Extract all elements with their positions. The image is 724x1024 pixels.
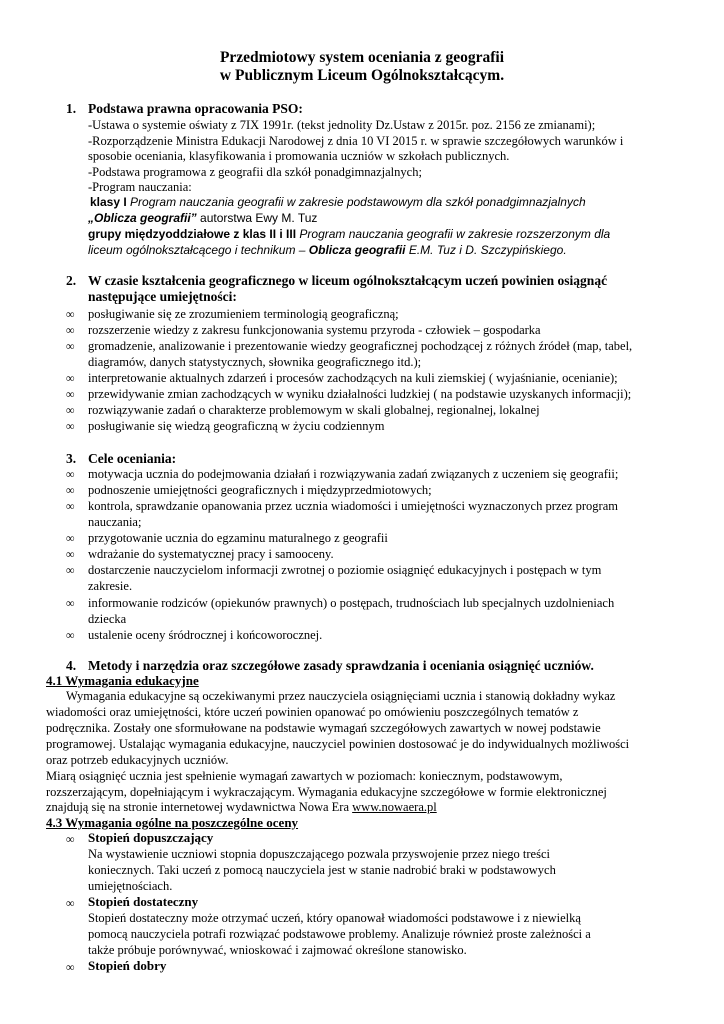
section3-number: 3.	[66, 451, 77, 466]
list-item: kontrola, sprawdzanie opanowania przez ucznia wiadomości i umiejętności wyznaczonych przez program	[88, 499, 618, 513]
grade-line: Stopień dostateczny może otrzymać uczeń, który opanował wiadomości podstawowe i z niewielką	[88, 911, 581, 925]
infinity-bullet-icon: ∞	[66, 467, 75, 481]
paragraph-line: wiadomości oraz umiejętności, które uczeń powinien opanować po omówieniu poszczególnych tematów z	[46, 705, 579, 719]
infinity-bullet-icon: ∞	[66, 483, 75, 497]
program-extended-authors: E.M. Tuz i D. Szczypińskiego.	[408, 243, 567, 257]
section2-title: W czasie kształcenia geograficznego w liceum ogólnokształcącym uczeń powinien osiągnąć	[88, 273, 608, 288]
list-item: rozszerzenie wiedzy z zakresu funkcjonowania systemu przyroda - człowiek – gospodarka	[88, 323, 541, 337]
section1-number: 1.	[66, 101, 77, 116]
infinity-bullet-icon: ∞	[66, 339, 75, 353]
section1-line: -Podstawa programowa z geografii dla szkół ponadgimnazjalnych;	[88, 165, 422, 179]
list-item: przygotowanie ucznia do egzaminu maturalnego z geografii	[88, 531, 388, 545]
program-class-label: klasy I	[90, 195, 127, 209]
section4-number: 4.	[66, 658, 77, 673]
section1-line: sposobie oceniania, klasyfikowania i promowania uczniów w szkołach publicznych.	[88, 149, 510, 163]
list-item: posługiwanie się wiedzą geograficzną w życiu codziennym	[88, 419, 385, 433]
list-item: dostarczenie nauczycielom informacji zwrotnej o poziomie osiągnięć edukacyjnych i postępach w tym	[88, 563, 602, 577]
section2-number: 2.	[66, 273, 77, 288]
program-title: Program nauczania geografii w zakresie podstawowym dla szkół ponadgimnazjalnych	[130, 195, 586, 209]
list-item: motywacja ucznia do podejmowania działań i rozwiązywania zadań związanych z uczeniem się geografii;	[88, 467, 619, 481]
section3-title: Cele oceniania:	[88, 451, 177, 466]
list-item: interpretowanie aktualnych zdarzeń i procesów zachodzących na kuli ziemskiej ( wyjaśnianie, ocenianie);	[88, 371, 618, 385]
program-line-3	[88, 226, 708, 242]
infinity-bullet-icon: ∞	[66, 960, 75, 974]
infinity-bullet-icon: ∞	[66, 419, 75, 433]
grade-title: Stopień dobry	[88, 958, 167, 973]
grade-line: koniecznych. Taki uczeń z pomocą nauczyciela jest w stanie nadrobić braki w podstawowych	[88, 863, 556, 877]
program-extended-title-cont: liceum ogólnokształcącego i technikum –	[88, 243, 306, 257]
list-item: posługiwanie się ze zrozumieniem terminologią geograficzną;	[88, 307, 399, 321]
infinity-bullet-icon: ∞	[66, 403, 75, 417]
grade-line: pomocą nauczyciela potrafi rozwiązać podstawowe problemy. Analizuje również proste zależności a	[88, 927, 591, 941]
program-extended-title: Program nauczania geografii w zakresie rozszerzonym dla	[299, 227, 611, 241]
paragraph-text: znajdują się na stronie internetowej wydawnictwa Nowa Era	[46, 800, 350, 814]
list-item: przewidywanie zmian zachodzących w wyniku działalności ludzkiej ( na podstawie uzyskanych informacji);	[88, 387, 632, 401]
paragraph-line: rozszerzającym, dopełniającym i wykraczającym. Wymagania edukacyjne szczegółowe w formie elektronicznej	[46, 785, 607, 799]
list-item-cont: nauczania;	[88, 515, 142, 529]
section1-line: -Ustawa o systemie oświaty z 7IX 1991r. (tekst jednolity Dz.Ustaw z 2015r. poz. 2156 ze zmianami);	[88, 118, 596, 132]
infinity-bullet-icon: ∞	[66, 628, 75, 642]
list-item-cont: zakresie.	[88, 579, 133, 593]
paragraph-line: programowej. Ustalając wymagania edukacyjne, nauczyciel powinien dostosować je do indywidualnych możliwości	[46, 737, 630, 751]
section1-title: Podstawa prawna opracowania PSO:	[88, 101, 303, 116]
infinity-bullet-icon: ∞	[66, 371, 75, 385]
infinity-bullet-icon: ∞	[66, 531, 75, 545]
list-item: ustalenie oceny śródrocznej i końcoworocznej.	[88, 628, 323, 642]
list-item: podnoszenie umiejętności geograficznych i międzyprzedmiotowych;	[88, 483, 432, 497]
paragraph-line: Miarą osiągnięć ucznia jest spełnienie wymagań zawartych w poziomach: koniecznym, podstawowym,	[46, 769, 563, 783]
program-group-label: grupy międzyoddziałowe z klas II i III	[88, 227, 297, 241]
infinity-bullet-icon: ∞	[66, 832, 75, 846]
section2-title-cont: następujące umiejętności:	[88, 289, 237, 304]
paragraph-line: Wymagania edukacyjne są oczekiwanymi przez nauczyciela osiągnięciami ucznia i stanowią dokładny wykaz	[66, 689, 616, 703]
paragraph-line: oraz potrzeb edukacyjnych uczniów.	[46, 753, 229, 767]
paragraph-line: podręcznika. Zostały one sformułowane na podstawie wymagań szczegółowych zawartych w nowej podstawie	[46, 721, 601, 735]
program-line-4	[88, 242, 708, 258]
grade-line: Na wystawienie uczniowi stopnia dopuszczającego pozwala przyswojenie przez niego treści	[88, 847, 550, 861]
list-item: rozwiązywanie zadań o charakterze problemowym w skali globalnej, regionalnej, lokalnej	[88, 403, 540, 417]
grade-line: umiejętnościach.	[88, 879, 173, 893]
section1-line: -Rozporządzenie Ministra Edukacji Narodowej z dnia 10 VI 2015 r. w sprawie szczegółowych warunków i	[88, 134, 624, 148]
infinity-bullet-icon: ∞	[66, 563, 75, 577]
subsection-4-1-title: 4.1 Wymagania edukacyjne	[46, 673, 199, 688]
infinity-bullet-icon: ∞	[66, 596, 75, 610]
list-item-cont: diagramów, danych statystycznych, słownika geograficznego itd.);	[88, 355, 422, 369]
infinity-bullet-icon: ∞	[66, 896, 75, 910]
program-line-2	[88, 210, 708, 226]
program-name: „Oblicza geografii”	[88, 211, 197, 225]
program-extended-name: Oblicza geografii	[308, 243, 406, 257]
document-title-line2: w Publicznym Liceum Ogólnokształcącym.	[219, 67, 505, 84]
list-item: wdrażanie do systematycznej pracy i samooceny.	[88, 547, 334, 561]
list-item: gromadzenie, analizowanie i prezentowanie wiedzy geograficznej pochodzącej z różnych źródeł (map, tabel,	[88, 339, 633, 353]
program-line-1	[90, 194, 710, 210]
list-item-cont: dziecka	[88, 612, 127, 626]
paragraph-line-with-link	[46, 799, 708, 815]
document-title-line1: Przedmiotowy system oceniania z geografii	[219, 49, 505, 66]
subsection-4-3-title: 4.3 Wymagania ogólne na poszczególne oceny	[46, 815, 299, 830]
grade-title: Stopień dopuszczający	[88, 830, 214, 845]
section4-title: Metody i narzędzia oraz szczegółowe zasady sprawdzania i oceniania osiągnięć uczniów.	[88, 658, 594, 673]
program-author: autorstwa Ewy M. Tuz	[200, 211, 318, 225]
infinity-bullet-icon: ∞	[66, 547, 75, 561]
infinity-bullet-icon: ∞	[66, 307, 75, 321]
section1-line: -Program nauczania:	[88, 180, 192, 194]
infinity-bullet-icon: ∞	[66, 499, 75, 513]
infinity-bullet-icon: ∞	[66, 323, 75, 337]
grade-line: także próbuje porównywać, wnioskować i zajmować określone stanowisko.	[88, 943, 467, 957]
grade-title: Stopień dostateczny	[88, 894, 199, 909]
infinity-bullet-icon: ∞	[66, 387, 75, 401]
list-item: informowanie rodziców (opiekunów prawnych) o postępach, trudnościach lub specjalnych uzdolnieniach	[88, 596, 615, 610]
nowaera-link[interactable]: www.nowaera.pl	[352, 800, 437, 814]
